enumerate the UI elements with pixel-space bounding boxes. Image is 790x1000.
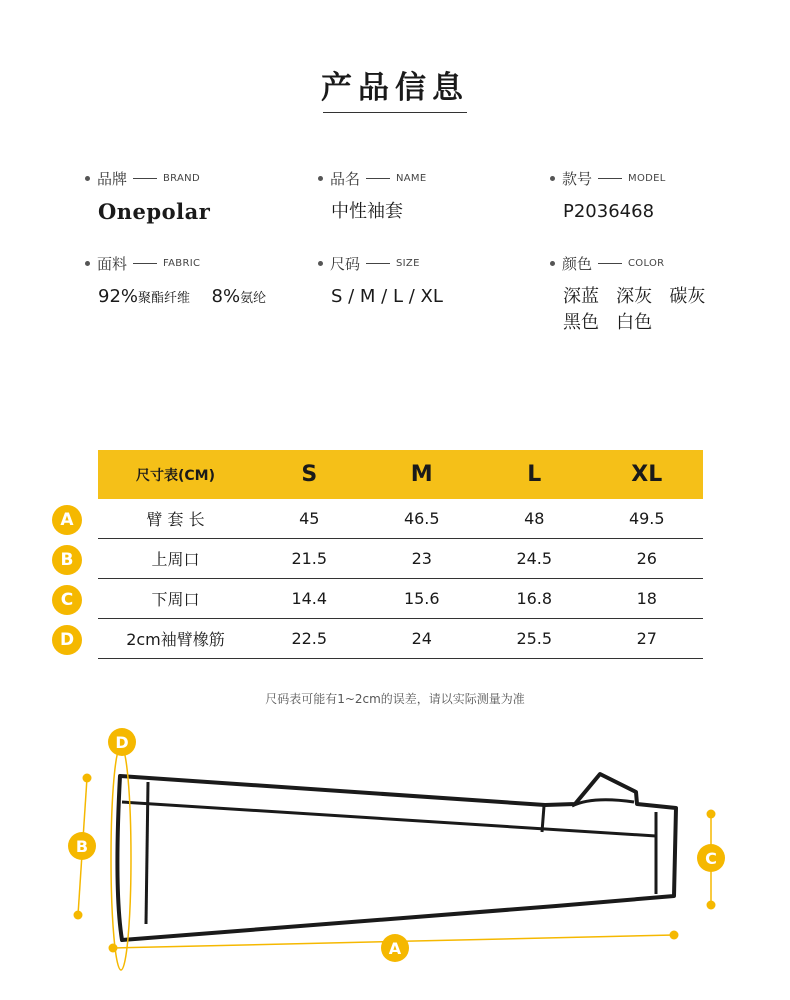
row-value: 16.8	[516, 589, 553, 608]
fabric-value	[98, 284, 266, 312]
name-label-en: NAME	[396, 173, 427, 184]
fabric-pct-1: 92%	[98, 286, 139, 307]
row-badge-c: C	[52, 585, 82, 615]
diagram-badge-b: B	[75, 837, 89, 856]
row-value: 26	[636, 549, 657, 568]
dimension-b-bottom-dot	[74, 911, 83, 920]
row-value: 24	[411, 629, 432, 648]
row-value: 24.5	[516, 549, 553, 568]
table-row	[98, 619, 703, 659]
bullet-dot-icon	[318, 261, 323, 266]
row-badge-b: B	[52, 545, 82, 575]
row-value: 25.5	[516, 629, 553, 648]
info-color	[550, 253, 705, 336]
row-value: 15.6	[403, 589, 440, 608]
header-size-l: L	[527, 462, 542, 487]
bullet-dot-icon	[85, 261, 90, 266]
diagram-badge-d: D	[115, 733, 129, 752]
info-name	[318, 168, 426, 225]
label-dash	[133, 263, 157, 264]
info-brand	[85, 168, 210, 225]
row-label: 下周口	[151, 590, 200, 609]
size-value: S / M / L / XL	[331, 286, 443, 307]
model-label-row	[550, 168, 666, 189]
row-value: 21.5	[291, 549, 328, 568]
header-label: 尺寸表(CM)	[135, 467, 215, 484]
label-dash	[598, 178, 622, 179]
label-dash	[366, 263, 390, 264]
model-value: P2036468	[563, 201, 655, 222]
diagram-badge-a: A	[388, 939, 402, 958]
brand-label-row	[85, 168, 210, 189]
header-size-xl: XL	[631, 462, 663, 487]
sleeve-diagram	[0, 720, 790, 1000]
thumb-hole	[572, 800, 634, 806]
fabric-label-row	[85, 253, 266, 274]
color-label: 颜色	[562, 255, 593, 273]
size-label: 尺码	[330, 255, 361, 273]
diagram-badge-c: C	[705, 849, 717, 868]
dimension-a-right-dot	[670, 931, 679, 940]
dimension-a-left-dot	[109, 944, 118, 953]
row-badge-d: D	[52, 625, 82, 655]
fabric-label-en: FABRIC	[163, 258, 201, 269]
name-label: 品名	[330, 170, 361, 188]
row-value: 48	[524, 509, 545, 528]
row-value: 49.5	[628, 509, 665, 528]
dimension-c-top-dot	[707, 810, 716, 819]
sleeve-outline	[117, 774, 676, 940]
sleeve-cuff-seam	[122, 802, 656, 836]
dimension-b-top-dot	[83, 774, 92, 783]
size-label-en: SIZE	[396, 258, 420, 269]
model-label-en: MODEL	[628, 173, 666, 184]
title-wrap	[0, 62, 790, 107]
header-size-m: M	[410, 462, 433, 487]
row-value: 22.5	[291, 629, 328, 648]
name-label-row	[318, 168, 426, 189]
row-value: 14.4	[291, 589, 328, 608]
table-row	[98, 539, 703, 579]
table-row	[98, 499, 703, 539]
color-label-row	[550, 253, 705, 274]
sleeve-end-line-1	[542, 806, 544, 832]
fabric-material-2: 氨纶	[240, 291, 267, 306]
row-value: 46.5	[403, 509, 440, 528]
row-label: 2cm袖臂橡筋	[126, 630, 225, 649]
row-value: 18	[636, 589, 657, 608]
page-title: 产品信息	[321, 70, 469, 106]
fabric-pct-2: 8%	[211, 286, 241, 307]
info-model	[550, 168, 666, 225]
fabric-label: 面料	[97, 255, 128, 273]
bullet-dot-icon	[85, 176, 90, 181]
label-dash	[133, 178, 157, 179]
color-value-line-1: 深蓝 深灰 碳灰	[563, 286, 706, 307]
sleeve-cuff-line	[146, 782, 148, 924]
title-underline	[323, 112, 467, 113]
header-size-s: S	[301, 462, 318, 487]
row-value: 45	[299, 509, 320, 528]
model-label: 款号	[562, 170, 593, 188]
bullet-dot-icon	[318, 176, 323, 181]
bullet-dot-icon	[550, 176, 555, 181]
label-dash	[598, 263, 622, 264]
brand-value: Onepolar	[98, 199, 211, 224]
row-value: 23	[411, 549, 432, 568]
color-value-line-2: 黑色 白色	[563, 312, 653, 333]
brand-label: 品牌	[97, 170, 128, 188]
brand-label-en: BRAND	[163, 173, 200, 184]
size-table-header	[98, 450, 703, 499]
bullet-dot-icon	[550, 261, 555, 266]
dimension-c-bottom-dot	[707, 901, 716, 910]
row-value: 27	[636, 629, 657, 648]
row-label: 上周口	[151, 550, 200, 569]
info-fabric	[85, 253, 266, 312]
row-badge-a: A	[52, 505, 82, 535]
table-row	[98, 579, 703, 619]
size-label-row	[318, 253, 443, 274]
label-dash	[366, 178, 390, 179]
info-size	[318, 253, 443, 310]
size-table	[98, 450, 703, 659]
color-label-en: COLOR	[628, 258, 665, 269]
size-note: 尺码表可能有1~2cm的误差，请以实际测量为准	[265, 692, 525, 706]
fabric-material-1: 聚酯纤维	[138, 291, 191, 306]
row-label: 臂 套 长	[146, 510, 205, 529]
name-value: 中性袖套	[331, 201, 403, 222]
